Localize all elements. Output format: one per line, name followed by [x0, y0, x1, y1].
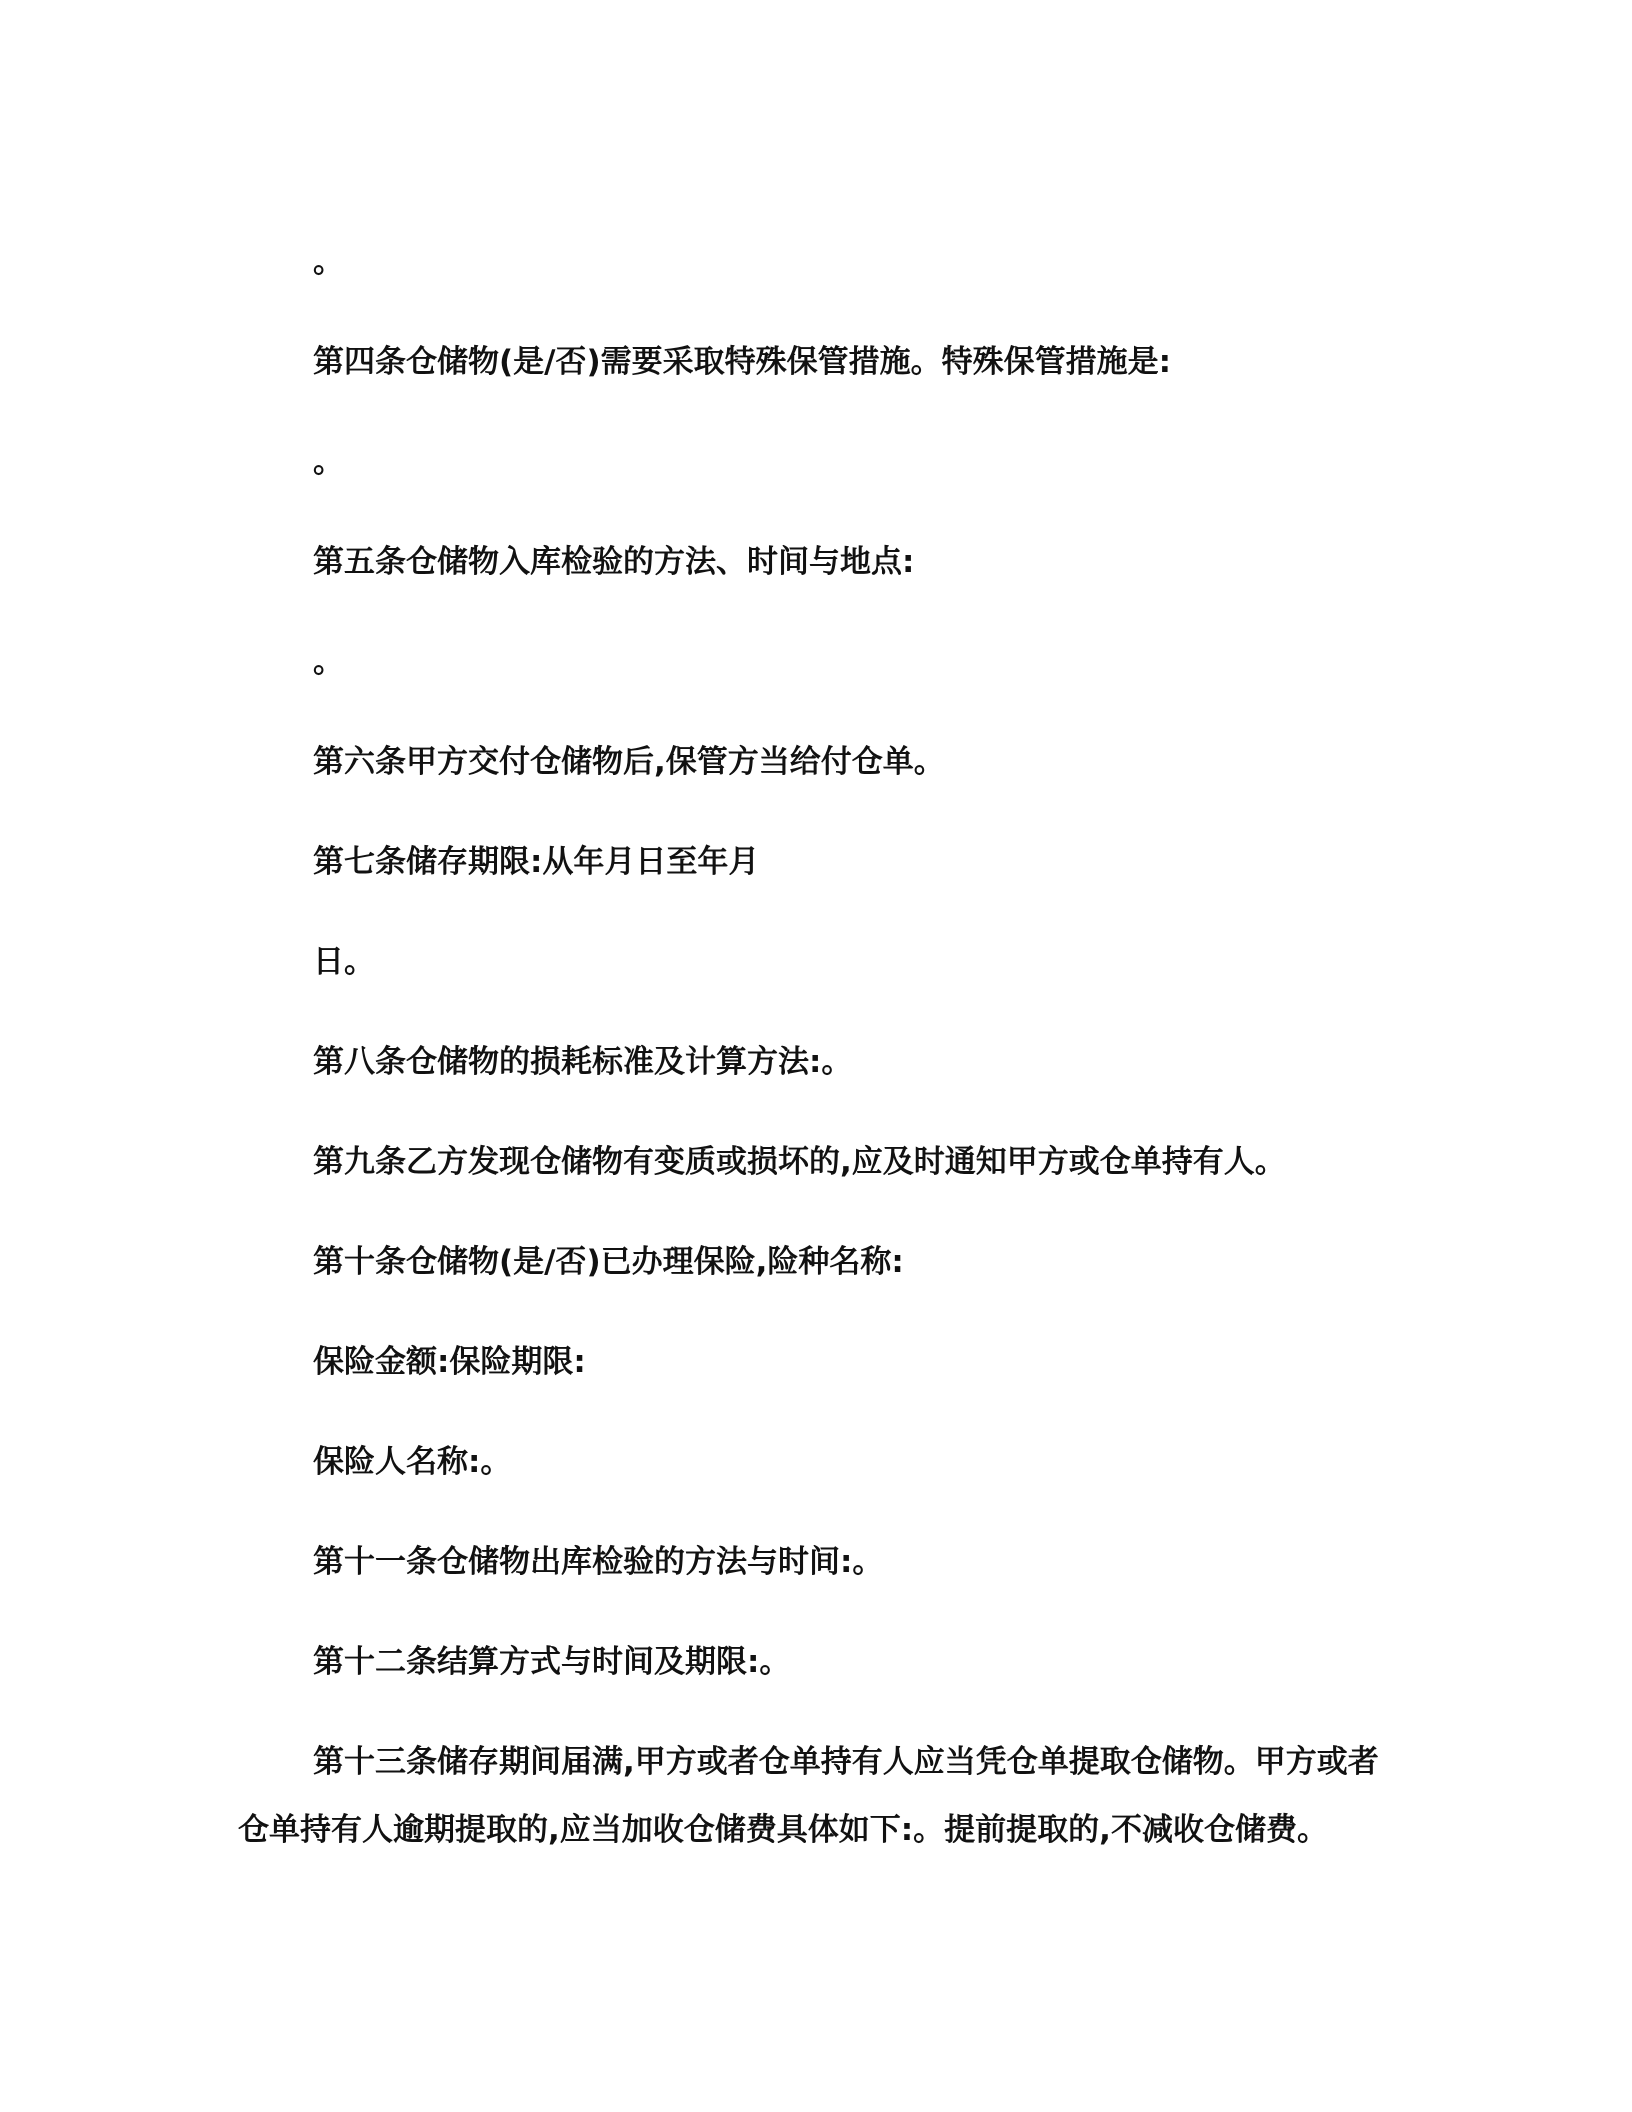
- article-10-insurer-name: 保险人名称:。: [313, 1444, 512, 1480]
- line-period-3: 。: [313, 644, 344, 680]
- line-period-2: 。: [313, 444, 344, 480]
- article-9: 第九条乙方发现仓储物有变质或损坏的,应及时通知甲方或仓单持有人。: [313, 1144, 1286, 1180]
- article-11: 第十一条仓储物出库检验的方法与时间:。: [313, 1544, 884, 1580]
- article-10-insurance-amount: 保险金额:保险期限:: [313, 1344, 586, 1380]
- article-5: 第五条仓储物入库检验的方法、时间与地点:: [313, 544, 915, 580]
- article-7-continued: 日。: [313, 944, 375, 980]
- article-4: 第四条仓储物(是/否)需要采取特殊保管措施。特殊保管措施是:: [313, 344, 1172, 380]
- article-8: 第八条仓储物的损耗标准及计算方法:。: [313, 1044, 853, 1080]
- line-period-1: 。: [313, 244, 344, 280]
- article-12: 第十二条结算方式与时间及期限:。: [313, 1644, 791, 1680]
- article-10: 第十条仓储物(是/否)已办理保险,险种名称:: [313, 1244, 904, 1280]
- article-7: 第七条储存期限:从年月日至年月: [313, 844, 760, 880]
- article-13: 第十三条储存期间届满,甲方或者仓单持有人应当凭仓单提取仓储物。甲方或者仓单持有人逾期提取的,应当加收仓储费具体如下:。提前提取的,不减收仓储费。: [238, 1744, 1379, 1848]
- article-6: 第六条甲方交付仓储物后,保管方当给付仓单。: [313, 744, 945, 780]
